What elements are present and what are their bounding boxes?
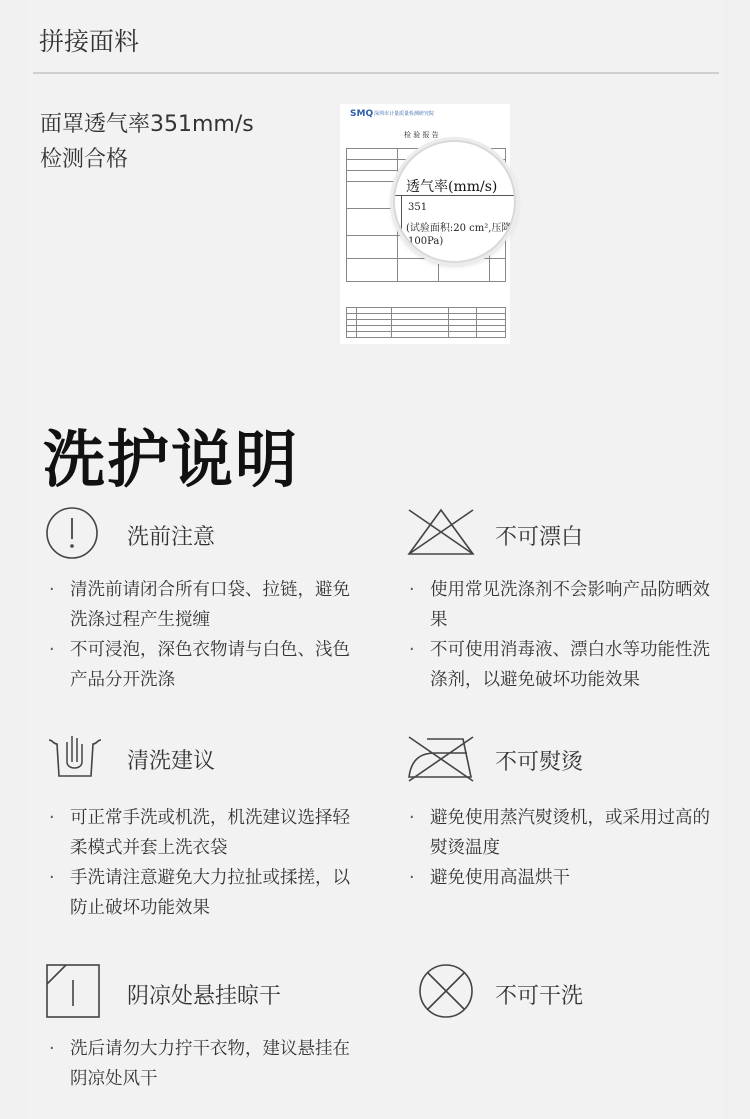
list-item: · 洗后请勿大力拧干衣物，建议悬挂在阴凉处风干	[49, 1039, 350, 1089]
shade-dry-icon	[46, 964, 100, 1018]
magnified-rule	[395, 195, 514, 196]
list-item: · 清洗前请闭合所有口袋、拉链，避免洗涤过程产生搅缠	[49, 580, 350, 630]
fabric-pass-line: 检测合格	[40, 147, 129, 172]
care-label: 洗前注意	[127, 525, 216, 550]
care-label: 不可干洗	[495, 984, 584, 1009]
care-label: 阴凉处悬挂晾干	[127, 984, 282, 1009]
section-heading-fabric: 拼接面料	[39, 27, 140, 56]
hand-wash-icon	[45, 728, 105, 784]
section-divider	[33, 72, 719, 74]
report-title: 检 验 报 告	[404, 131, 439, 139]
list-item: · 不可浸泡，深色衣物请与白色、浅色产品分开洗涤	[49, 640, 350, 690]
care-title: 洗护说明	[43, 423, 300, 496]
report-logo: SMQ	[350, 109, 374, 119]
list-item: · 避免使用高温烘干	[409, 868, 570, 888]
list-item: · 使用常见洗涤剂不会影响产品防晒效果	[409, 580, 710, 630]
magnified-value: 351	[408, 202, 428, 213]
exclamation-circle-icon	[45, 506, 101, 562]
report-table-2	[346, 307, 506, 338]
fabric-breathability-line: 面罩透气率351mm/s	[40, 112, 254, 137]
care-bullets-no-iron	[407, 803, 717, 893]
care-label: 清洗建议	[127, 749, 216, 774]
list-item: · 不可使用消毒液、漂白水等功能性洗涤剂，以避免破坏功能效果	[409, 640, 710, 690]
care-bullets-wash-advice	[47, 803, 357, 923]
no-dry-clean-icon	[417, 962, 475, 1020]
magnified-title: 透气率(mm/s)	[406, 179, 498, 195]
product-detail-page	[27, 0, 723, 1119]
list-item: · 可正常手洗或机洗，机洗建议选择轻柔模式并套上洗衣袋	[49, 808, 350, 858]
fabric-description	[40, 107, 254, 177]
no-bleach-icon	[405, 506, 477, 558]
no-iron-icon	[405, 733, 477, 783]
care-label: 不可漂白	[495, 525, 584, 550]
care-bullets-shade-dry	[47, 1034, 357, 1094]
care-label: 不可熨烫	[495, 750, 584, 775]
magnified-condition-2: 100Pa)	[408, 236, 444, 247]
report-magnifier	[393, 140, 516, 263]
care-bullets-before-wash	[47, 575, 357, 695]
list-item: · 避免使用蒸汽熨烫机，或采用过高的熨烫温度	[409, 808, 710, 858]
list-item: · 手洗请注意避免大力拉扯或揉搓，以防止破坏功能效果	[49, 868, 350, 918]
care-bullets-no-bleach	[407, 575, 717, 695]
magnified-condition: (试验面积:20 cm²,压降	[406, 223, 512, 234]
report-org: 深圳市计量质量检测研究院	[374, 111, 435, 117]
magnified-vrule	[401, 195, 402, 261]
